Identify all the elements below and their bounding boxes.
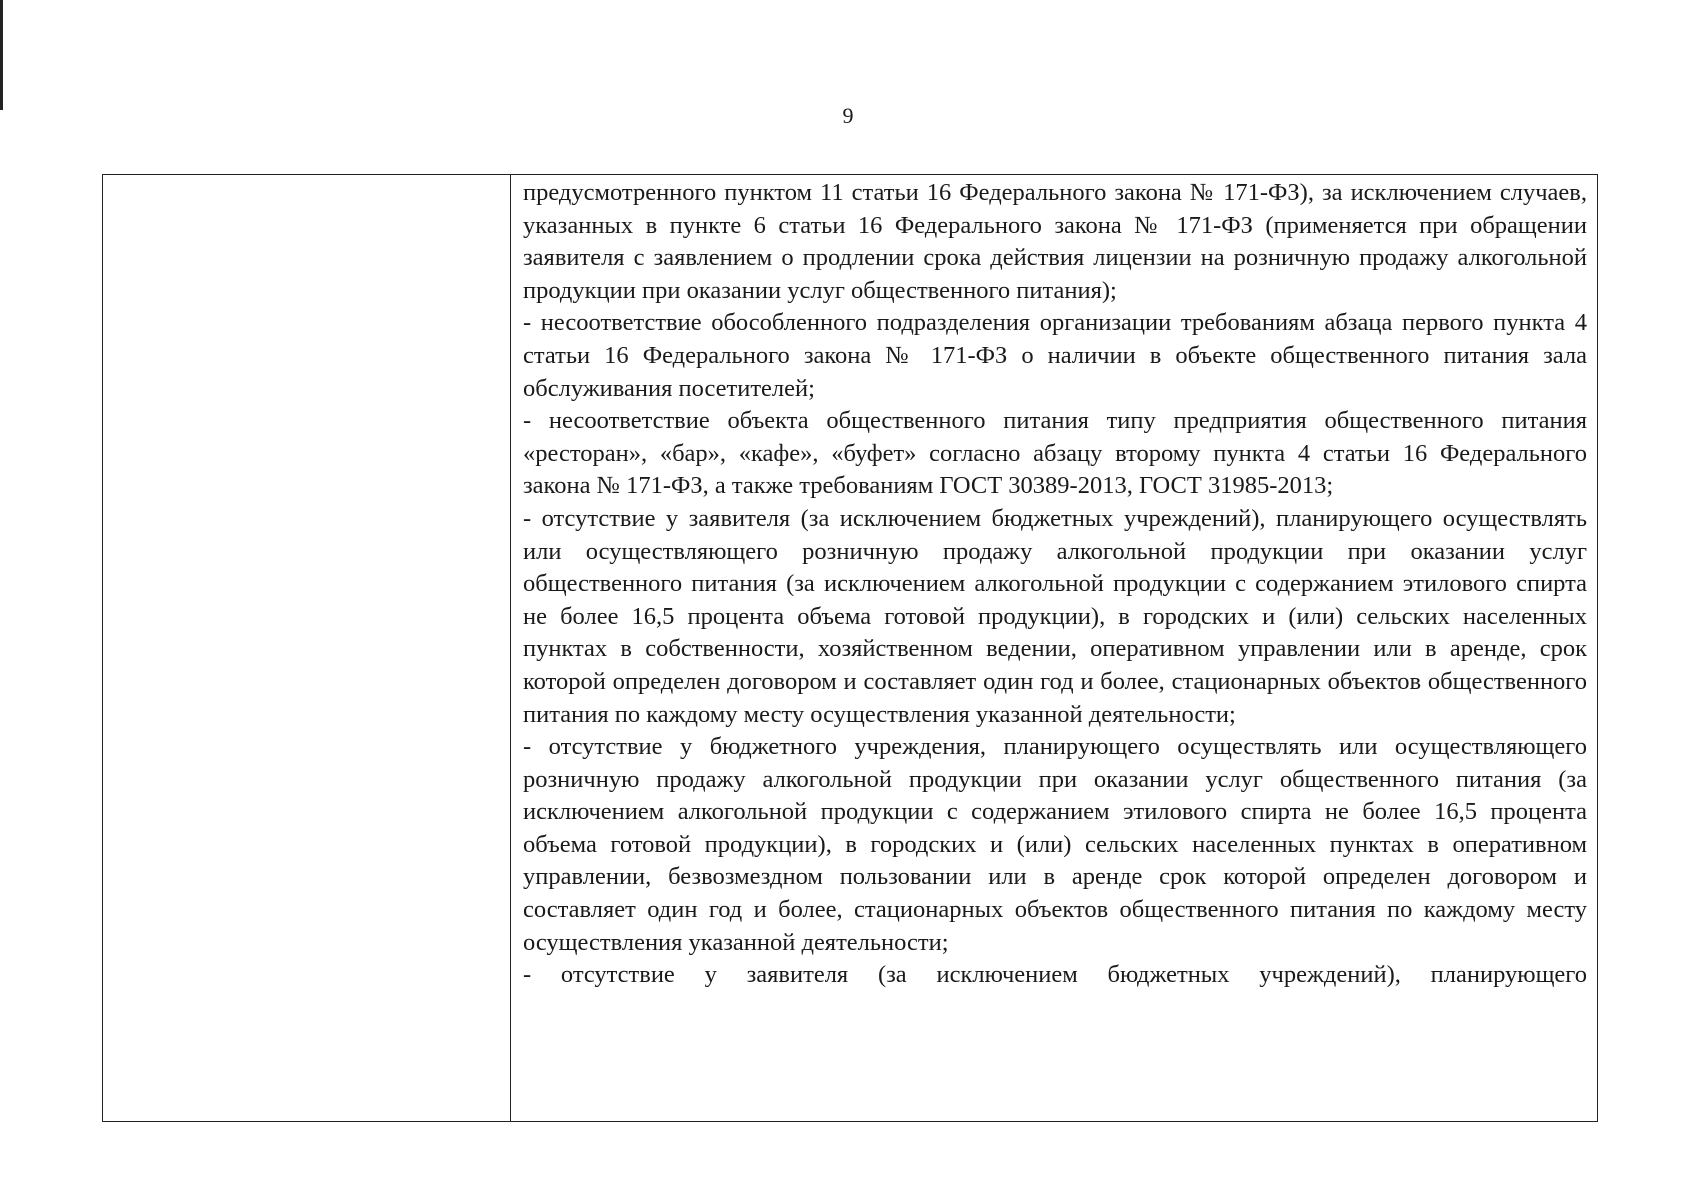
table-left-cell [103, 175, 511, 1121]
paragraph-continuation: предусмотренного пунктом 11 статьи 16 Федерального закона № 171-ФЗ), за исключением случаев, указанных в пункте 6 статьи 16 Федерального закона № 171-ФЗ (применяется при обращении заявителя с заявлением о продлении срока действия лицензии на розничную продажу алкогольной продукции при оказании услуг общественного питания); [523, 179, 1587, 304]
paragraph-enterprise-type: - несоответствие объекта общественного питания типу предприятия общественного питания «ресторан», «бар», «кафе», «буфет» согласно абзацу второму пункта 4 статьи 16 Федерального закона № 171-ФЗ, а также требованиям ГОСТ 30389-2013, ГОСТ 31985-2013; [523, 407, 1587, 500]
scan-edge-line [0, 0, 3, 110]
table-right-cell [511, 175, 1597, 1121]
paragraph-separate-unit-requirement: - несоответствие обособленного подразделения организации требованиям абзаца первого пункта 4 статьи 16 Федерального закона № 171-ФЗ о наличии в объекте общественного питания зала обслуживания посетителей; [523, 309, 1587, 402]
paragraph-applicant-continued: - отсутствие у заявителя (за исключением бюджетных учреждений), планирующего [523, 961, 1587, 989]
paragraph-budget-institution-objects: - отсутствие у бюджетного учреждения, планирующего осуществлять или осуществляющего розничную продажу алкогольной продукции при оказании услуг общественного питания (за исключением алкогольной продукции с содержанием этилового спирта не более 16,5 процента объема готовой продукции), в городских и (или) сельских населенных пунктах в оперативном управлении, безвозмездном пользовании или в аренде срок которой определен договором и составляет один год и более, стационарных объектов общественного питания по каждому месту осуществления указанной деятельности; [523, 733, 1587, 956]
page-number: 9 [842, 103, 854, 128]
document-table [102, 174, 1598, 1122]
paragraph-applicant-objects: - отсутствие у заявителя (за исключением бюджетных учреждений), планирующего осуществлять или осуществляющего розничную продажу алкогольной продукции при оказании услуг общественного питания (за исключением алкогольной продукции с содержанием этилового спирта не более 16,5 процента объема готовой продукции), в городских и (или) сельских населенных пунктах в собственности, хозяйственном ведении, оперативном управлении или в аренде, срок которой определен договором и составляет один год и более, стационарных объектов общественного питания по каждому месту осуществления указанной деятельности; [523, 504, 1587, 728]
